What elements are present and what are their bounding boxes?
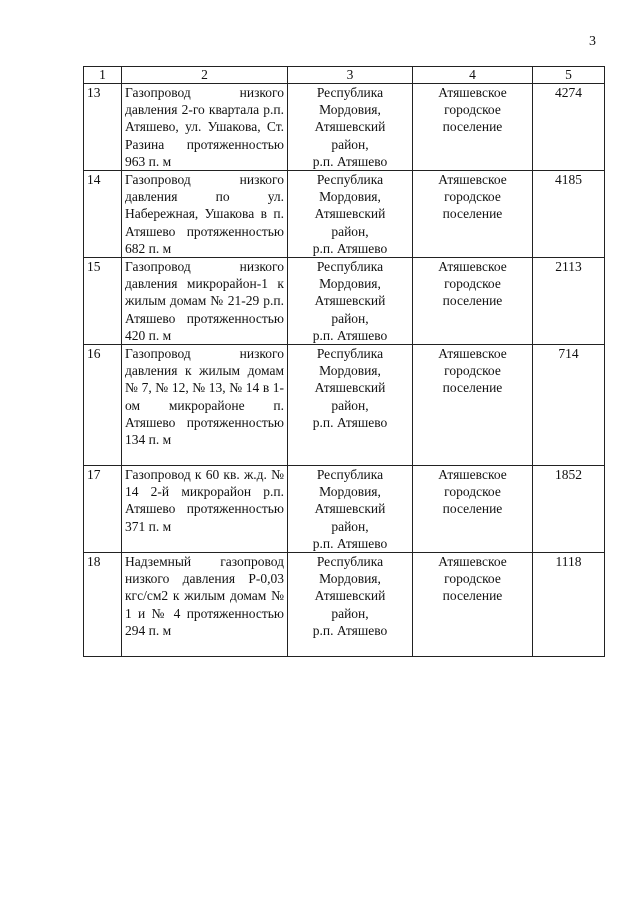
- row-settlement: [413, 84, 533, 171]
- row-number: 15: [84, 258, 122, 345]
- settlement-line: городское: [444, 484, 501, 500]
- location-line: Мордовия,: [319, 571, 381, 587]
- location-line: Республика: [316, 172, 384, 188]
- location-line: Атяшевский: [314, 588, 386, 604]
- table-header-row: [84, 67, 605, 84]
- settlement-line: поселение: [442, 380, 503, 396]
- settlement-line: городское: [444, 102, 501, 118]
- header-col-3: 3: [288, 67, 413, 84]
- table-body: [84, 67, 605, 657]
- location-line: р.п. Атяшево: [312, 622, 388, 638]
- location-line: Республика: [316, 259, 384, 275]
- settlement-line: поселение: [442, 119, 503, 135]
- row-settlement: [413, 345, 533, 466]
- settlement-line: Атяшевское: [438, 346, 507, 362]
- row-description: Газопровод низкого давления к жилым домам № 7, № 12, № 13, № 14 в 1-ом микрорайоне п. Атяшево протяженностью 134 п. м: [122, 345, 288, 466]
- row-location: [288, 466, 413, 553]
- row-number: 17: [84, 466, 122, 553]
- settlement-line: Атяшевское: [438, 467, 507, 483]
- location-line: Республика: [316, 346, 384, 362]
- location-line: район,: [331, 136, 369, 152]
- location-line: Республика: [316, 467, 384, 483]
- location-line: Республика: [316, 85, 384, 100]
- settlement-line: поселение: [442, 588, 503, 604]
- settlement-line: городское: [444, 571, 501, 587]
- row-settlement: [413, 466, 533, 553]
- settlement-line: городское: [444, 276, 501, 292]
- header-col-5: 5: [533, 67, 605, 84]
- row-location: [288, 345, 413, 466]
- location-line: район,: [331, 605, 369, 621]
- table-row: [84, 258, 605, 345]
- settlement-line: поселение: [442, 501, 503, 517]
- row-description: Газопровод к 60 кв. ж.д. № 14 2-й микрорайон р.п. Атяшево протяженностью 371 п. м: [122, 466, 288, 553]
- row-value: 714: [533, 345, 605, 466]
- table-row: [84, 466, 605, 553]
- location-line: Атяшевский: [314, 501, 386, 517]
- table-row: [84, 345, 605, 466]
- location-line: Атяшевский: [314, 206, 386, 222]
- row-location: [288, 84, 413, 171]
- location-line: р.п. Атяшево: [312, 327, 388, 343]
- row-description: Надземный газопровод низкого давления Р-0,03 кгс/см2 к жилым домам № 1 и № 4 протяженностью 294 п. м: [122, 553, 288, 657]
- settlement-line: городское: [444, 363, 501, 379]
- location-line: р.п. Атяшево: [312, 153, 388, 169]
- location-line: р.п. Атяшево: [312, 240, 388, 256]
- header-col-2: 2: [122, 67, 288, 84]
- location-line: Мордовия,: [319, 102, 381, 118]
- header-col-4: 4: [413, 67, 533, 84]
- location-line: Мордовия,: [319, 484, 381, 500]
- table-row: [84, 171, 605, 258]
- header-col-1: 1: [84, 67, 122, 84]
- location-line: район,: [331, 397, 369, 413]
- row-description: Газопровод низкого давления микрорайон-1 к жилым домам № 21-29 р.п. Атяшево протяженностью 420 п. м: [122, 258, 288, 345]
- row-value: 4185: [533, 171, 605, 258]
- location-line: р.п. Атяшево: [312, 535, 388, 551]
- location-line: Республика: [316, 554, 384, 570]
- location-line: Мордовия,: [319, 189, 381, 205]
- row-number: 16: [84, 345, 122, 466]
- location-line: Атяшевский: [314, 293, 386, 309]
- location-line: район,: [331, 223, 369, 239]
- row-number: 18: [84, 553, 122, 657]
- row-number: 13: [84, 84, 122, 171]
- location-line: район,: [331, 310, 369, 326]
- settlement-line: Атяшевское: [438, 259, 507, 275]
- row-settlement: [413, 258, 533, 345]
- row-value: 1852: [533, 466, 605, 553]
- location-line: Атяшевский: [314, 119, 386, 135]
- row-location: [288, 553, 413, 657]
- settlement-line: Атяшевское: [438, 554, 507, 570]
- row-value: 2113: [533, 258, 605, 345]
- row-settlement: [413, 553, 533, 657]
- table-row: [84, 84, 605, 171]
- row-value: 1118: [533, 553, 605, 657]
- location-line: район,: [331, 518, 369, 534]
- table-row: [84, 553, 605, 657]
- location-line: Атяшевский: [314, 380, 386, 396]
- settlement-line: Атяшевское: [438, 172, 507, 188]
- location-line: Мордовия,: [319, 363, 381, 379]
- location-line: р.п. Атяшево: [312, 414, 388, 430]
- row-location: [288, 258, 413, 345]
- row-value: 4274: [533, 84, 605, 171]
- settlement-line: поселение: [442, 206, 503, 222]
- row-location: [288, 171, 413, 258]
- objects-table: [83, 66, 605, 657]
- settlement-line: Атяшевское: [438, 85, 507, 100]
- settlement-line: поселение: [442, 293, 503, 309]
- row-settlement: [413, 171, 533, 258]
- row-description: Газопровод низкого давления по ул. Набережная, Ушакова в п. Атяшево протяженностью 682 п. м: [122, 171, 288, 258]
- row-description: Газопровод низкого давления 2-го квартала р.п. Атяшево, ул. Ушакова, Ст. Разина протяженностью 963 п. м: [122, 84, 288, 171]
- row-number: 14: [84, 171, 122, 258]
- page-number: 3: [589, 34, 596, 49]
- settlement-line: городское: [444, 189, 501, 205]
- location-line: Мордовия,: [319, 276, 381, 292]
